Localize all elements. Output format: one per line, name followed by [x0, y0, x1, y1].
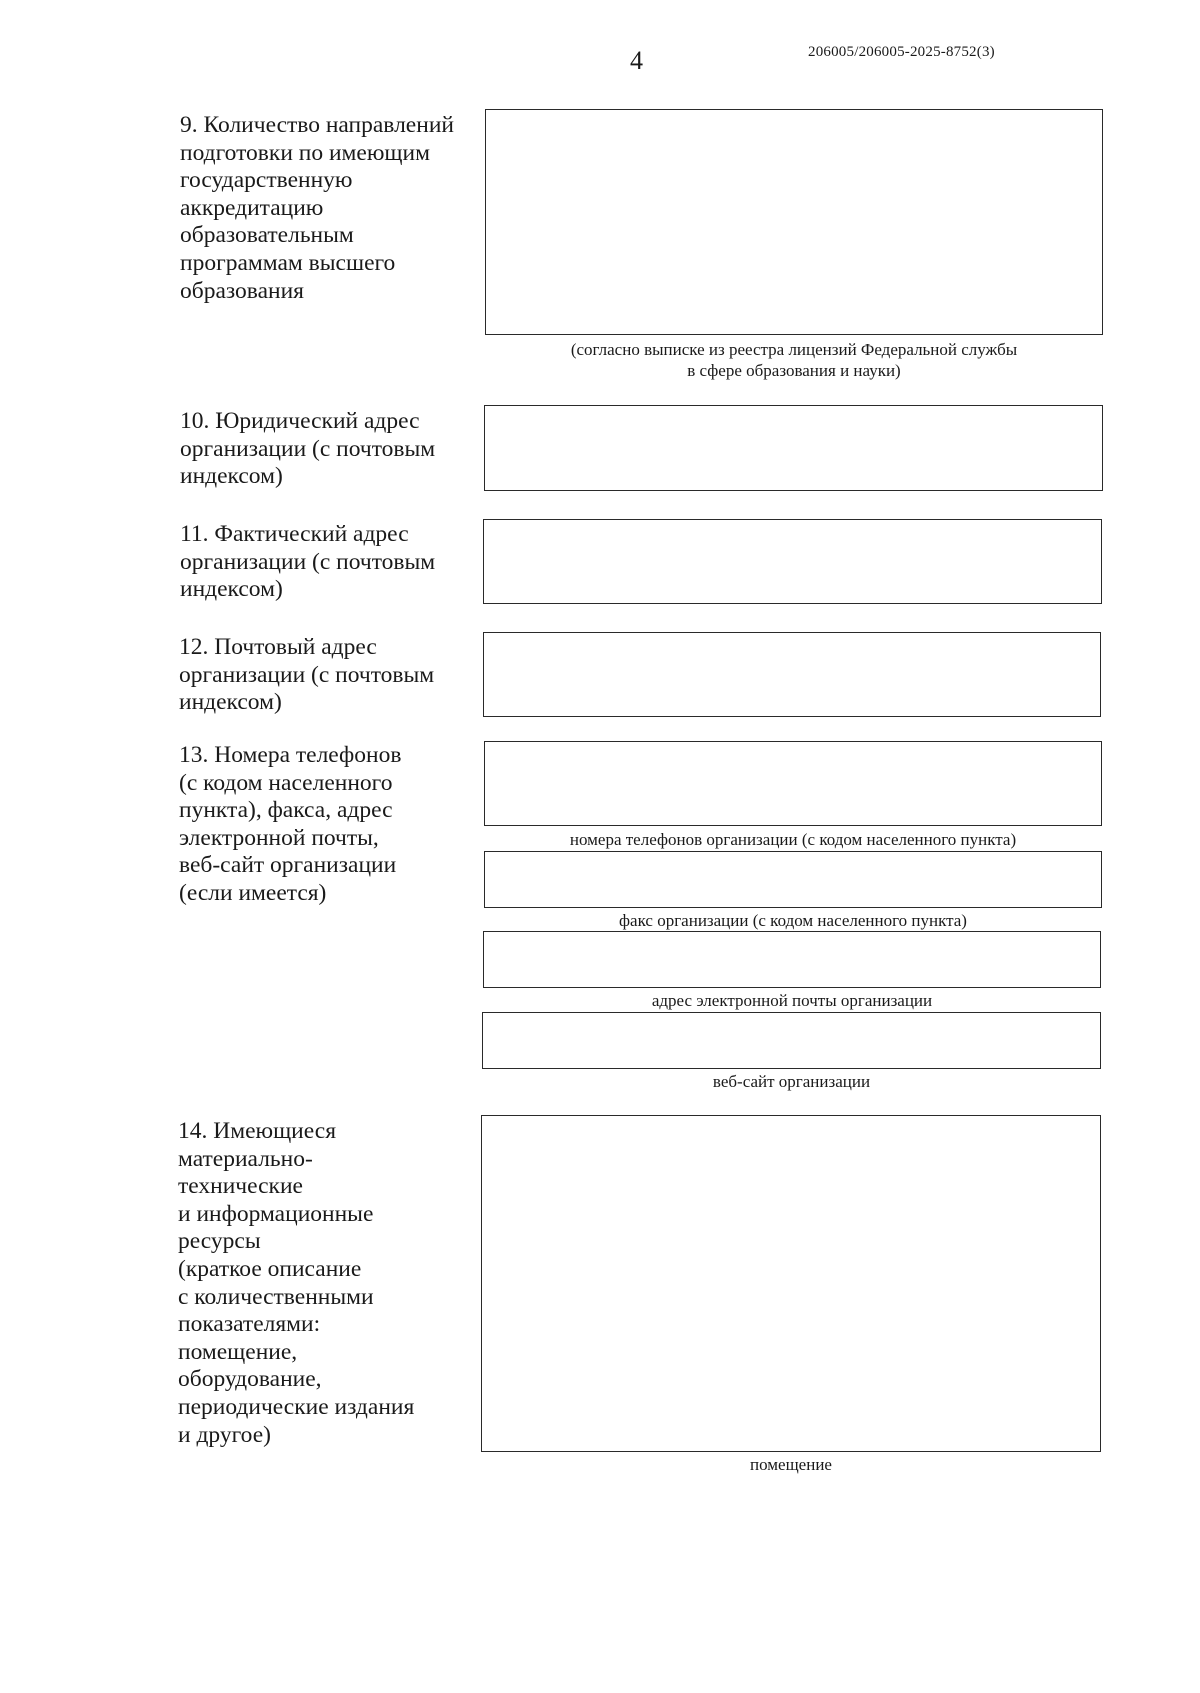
- phone-field[interactable]: [484, 741, 1102, 826]
- item-12-label: 12. Почтовый адрес организации (с почтовым индексом): [179, 634, 435, 716]
- item-14-label: 14. Имеющиеся материально- технические и информационные ресурсы (краткое описание с количественными показателями: помещение, оборудование, периодические издания и другое): [178, 1118, 415, 1448]
- item-9-label: 9. Количество направлений подготовки по имеющим государственную аккредитацию образовательным программам высшего образования: [180, 112, 454, 304]
- item-11-field[interactable]: [483, 519, 1102, 604]
- fax-field[interactable]: [484, 851, 1102, 908]
- item-11-label: 11. Фактический адрес организации (с почтовым индексом): [180, 521, 436, 603]
- item-10-field[interactable]: [484, 405, 1103, 491]
- item-14-field[interactable]: [481, 1115, 1101, 1452]
- page-number: 4: [630, 46, 643, 75]
- website-field[interactable]: [482, 1012, 1101, 1069]
- item-9-field[interactable]: [485, 109, 1103, 335]
- document-id: 206005/206005-2025-8752(3): [808, 44, 995, 60]
- item-14-caption: помещение: [750, 1455, 832, 1474]
- item-12-field[interactable]: [483, 632, 1101, 717]
- email-field[interactable]: [483, 931, 1101, 988]
- email-caption: адрес электронной почты организации: [651, 991, 933, 1010]
- fax-caption: факс организации (с кодом населенного пункта): [619, 911, 967, 930]
- website-caption: веб-сайт организации: [712, 1072, 871, 1091]
- phone-caption: номера телефонов организации (с кодом населенного пункта): [569, 830, 1017, 849]
- item-13-label: 13. Номера телефонов (с кодом населенного пункта), факса, адрес электронной почты, веб-сайт организации (если имеется): [179, 742, 402, 906]
- item-10-label: 10. Юридический адрес организации (с почтовым индексом): [180, 408, 436, 490]
- item-9-caption: (согласно выписке из реестра лицензий Федеральной службы в сфере образования и науки): [570, 340, 1018, 380]
